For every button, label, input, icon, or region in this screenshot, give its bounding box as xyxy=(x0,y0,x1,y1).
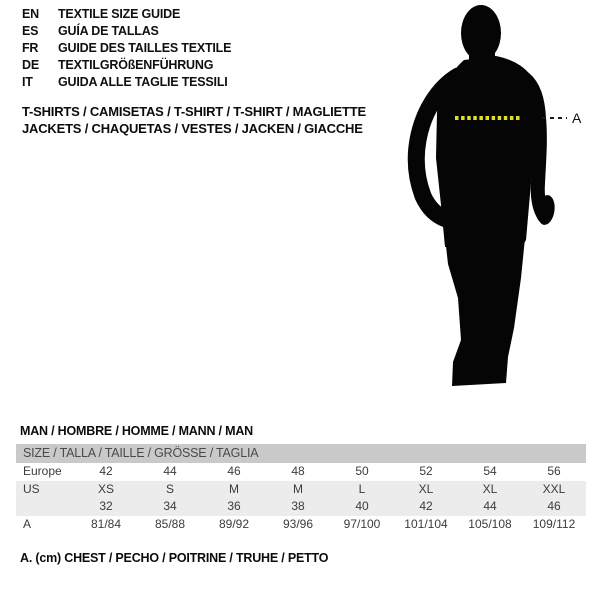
language-label: TEXTILE SIZE GUIDE xyxy=(58,7,181,21)
garment-categories xyxy=(22,103,366,137)
language-code: DE xyxy=(22,58,39,72)
size-cell: S xyxy=(165,481,174,496)
size-cell: M xyxy=(229,481,239,496)
size-cell: XS xyxy=(97,481,114,496)
size-cell: 36 xyxy=(227,499,241,513)
size-cell: 89/92 xyxy=(218,516,250,531)
language-code: IT xyxy=(22,75,33,89)
category-jackets: JACKETS / CHAQUETAS / VESTES / JACKEN / GIACCHE xyxy=(22,121,363,136)
size-cell: 101/104 xyxy=(404,516,448,531)
language-row-it xyxy=(22,74,231,91)
size-cell: 50 xyxy=(355,464,369,478)
size-cell: 34 xyxy=(163,499,177,513)
table-row-europe xyxy=(16,463,586,481)
size-cell: XXL xyxy=(542,481,566,496)
row-label: US xyxy=(23,481,40,496)
language-code: ES xyxy=(22,24,39,38)
size-cell: 54 xyxy=(483,464,497,478)
size-cell: L xyxy=(358,481,366,496)
silhouette-legs xyxy=(444,228,526,386)
size-cell: 105/108 xyxy=(468,516,512,531)
table-row-us-letter xyxy=(16,481,586,499)
measurement-figure xyxy=(400,0,600,400)
size-cell: 44 xyxy=(163,464,177,478)
size-cell: 52 xyxy=(419,464,433,478)
size-cell: 97/100 xyxy=(343,516,381,531)
language-row-de xyxy=(22,57,231,74)
size-table-header: SIZE / TALLA / TAILLE / GRÖSSE / TAGLIA xyxy=(16,444,586,463)
man-silhouette xyxy=(400,0,600,400)
size-cell: 56 xyxy=(547,464,561,478)
size-cell: 44 xyxy=(483,499,497,513)
language-label: GUIDA ALLE TAGLIE TESSILI xyxy=(58,75,228,89)
size-cell: 42 xyxy=(419,499,433,513)
section-title-man: MAN / HOMBRE / HOMME / MANN / MAN xyxy=(20,424,253,438)
language-code: FR xyxy=(22,41,39,55)
language-label: GUÍA DE TALLAS xyxy=(58,24,159,38)
language-code: EN xyxy=(22,7,39,21)
language-row-en xyxy=(22,6,231,23)
size-cell: 85/88 xyxy=(154,516,186,531)
size-cell: 32 xyxy=(99,499,113,513)
size-cell: 46 xyxy=(547,499,561,513)
size-cell: 46 xyxy=(227,464,241,478)
size-cell: 38 xyxy=(291,499,305,513)
language-row-fr xyxy=(22,40,231,57)
size-cell: 40 xyxy=(355,499,369,513)
language-label: TEXTILGRÖßENFÜHRUNG xyxy=(58,58,214,72)
size-cell: 48 xyxy=(291,464,305,478)
measurement-footnote: A. (cm) CHEST / PECHO / POITRINE / TRUHE / PETTO xyxy=(20,551,329,565)
table-row-chest-a xyxy=(16,516,586,534)
table-row-us-numeric xyxy=(16,498,586,516)
language-row-es xyxy=(22,23,231,40)
language-guide-list xyxy=(22,6,231,91)
measurement-a-label: A xyxy=(572,110,582,126)
size-cell: 42 xyxy=(99,464,113,478)
row-label: A xyxy=(23,516,32,531)
size-cell: XL xyxy=(418,481,434,496)
language-label: GUIDE DES TAILLES TEXTILE xyxy=(58,41,232,55)
category-tshirts: T-SHIRTS / CAMISETAS / T-SHIRT / T-SHIRT / MAGLIETTE xyxy=(22,104,366,119)
size-cell: XL xyxy=(482,481,498,496)
size-cell: 93/96 xyxy=(282,516,314,531)
size-cell: M xyxy=(293,481,303,496)
size-cell: 109/112 xyxy=(532,516,576,531)
size-cell: 81/84 xyxy=(90,516,122,531)
row-label: Europe xyxy=(23,464,62,478)
size-table xyxy=(16,444,586,533)
